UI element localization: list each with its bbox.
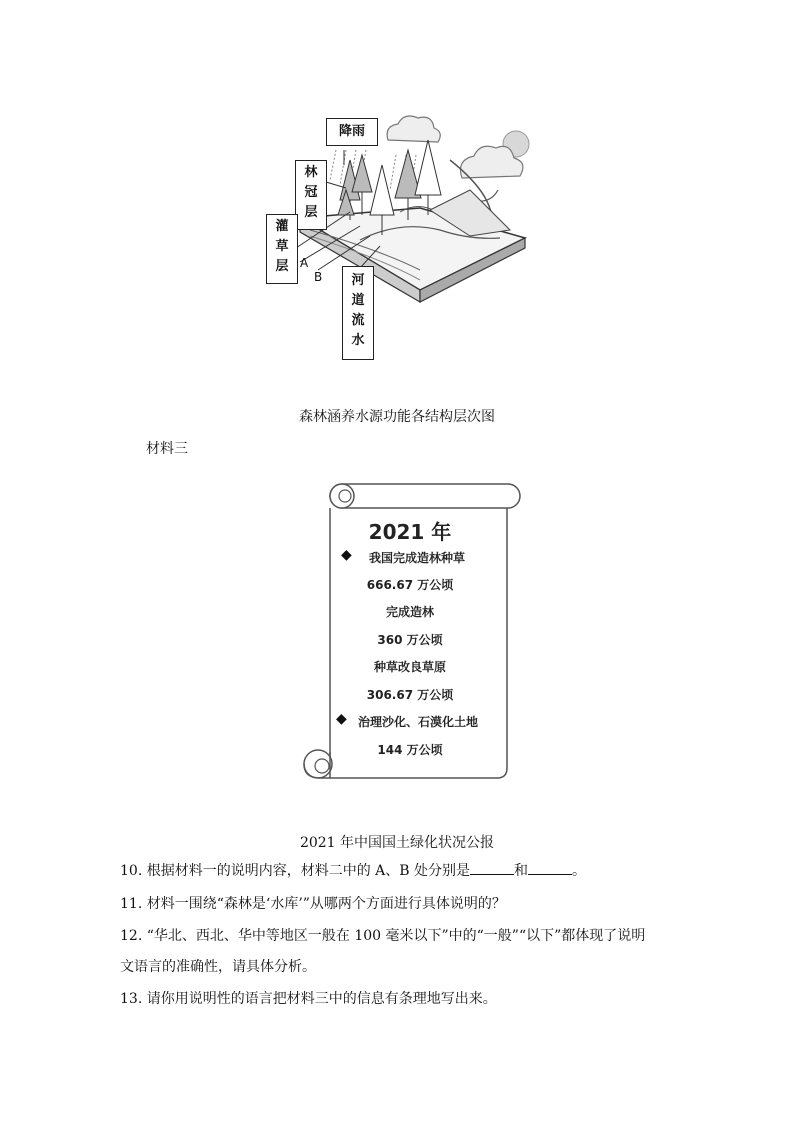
scroll-caption: 2021 年中国国土绿化状况公报	[299, 835, 495, 851]
question-12-line1: 12. “华北、西北、华中等地区一般在 100 毫米以下”中的“一般”“以下”都体现了说明	[120, 928, 646, 944]
scroll-item4: 治理沙化、石漠化土地	[357, 715, 478, 729]
scroll-item3-value: 306.67 万公顷	[366, 688, 454, 702]
diamond-bullet-icon: ◆	[341, 547, 352, 563]
label-rain: 降雨	[338, 124, 365, 139]
scroll-item2: 完成造林	[385, 605, 434, 619]
label-canopy-box	[295, 160, 327, 230]
diagram-caption: 森林涵养水源功能各结构层次图	[299, 409, 495, 425]
label-shrub-box	[266, 214, 298, 284]
label-shrub-1: 灌	[275, 219, 289, 234]
question-10	[120, 860, 586, 882]
label-canopy-2: 冠	[304, 185, 318, 200]
label-river-box	[342, 266, 374, 360]
label-river-3: 流	[351, 313, 365, 328]
label-canopy-1: 林	[304, 165, 318, 180]
forest-water-diagram	[0, 0, 794, 380]
label-river-4: 水	[351, 333, 365, 348]
label-rain-box	[326, 118, 378, 146]
label-canopy-3: 层	[304, 205, 318, 220]
q10-blank-a[interactable]	[470, 860, 514, 875]
q10-text: 10. 根据材料一的说明内容，材料二中的 A、B 处分别是	[120, 863, 471, 879]
scroll-item2-value: 360 万公顷	[377, 633, 443, 647]
label-river-1: 河	[351, 273, 365, 288]
scroll-item1: 我国完成造林种草	[368, 551, 465, 565]
question-12-line2: 文语言的准确性，请具体分析。	[120, 959, 316, 975]
scroll-item1-value: 666.67 万公顷	[366, 578, 454, 592]
rain-cloud-icon	[387, 116, 440, 142]
q10-blank-b[interactable]	[528, 860, 572, 875]
question-11: 11. 材料一围绕“森林是‘水库’”从哪两个方面进行具体说明的？	[120, 896, 506, 912]
label-shrub-2: 草	[275, 239, 289, 254]
ground-block	[300, 190, 525, 302]
q10-and: 和	[514, 863, 529, 879]
q10-end: 。	[572, 863, 587, 879]
scroll-item3: 种草改良草原	[373, 660, 446, 674]
label-a: A	[300, 256, 309, 270]
material3-label: 材料三	[146, 441, 188, 457]
scroll-item4-value: 144 万公顷	[377, 743, 443, 757]
label-b: B	[314, 270, 323, 284]
question-13: 13. 请你用说明性的语言把材料三中的信息有条理地写出来。	[120, 991, 497, 1007]
diamond-bullet-icon-2: ◆	[336, 711, 347, 727]
label-shrub-3: 层	[275, 259, 289, 274]
label-river-2: 道	[351, 293, 365, 308]
scroll-year: 2021 年	[368, 520, 452, 544]
